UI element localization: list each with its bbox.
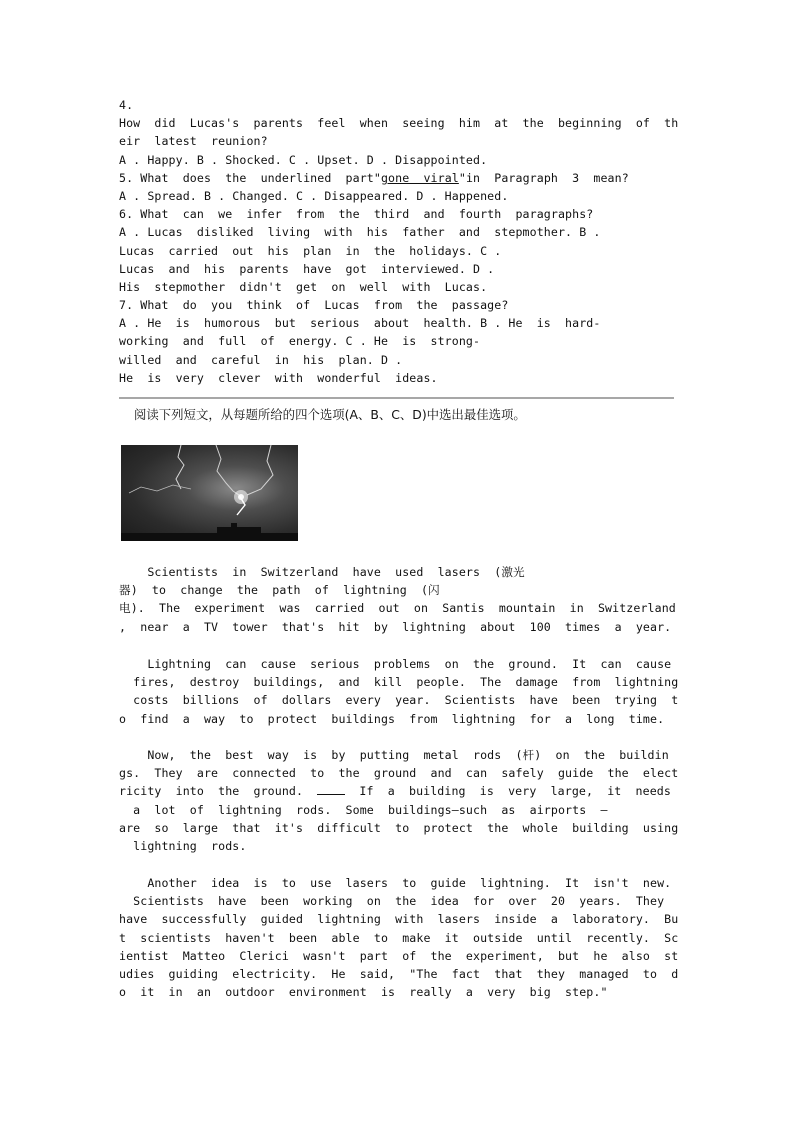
question-6-text: 6. What can we infer from the third and fourth paragraphs? — [119, 207, 594, 222]
section-divider — [119, 397, 674, 399]
paragraph-line: are so large that it's difficult to protect the whole building using — [119, 820, 679, 835]
lightning-photo — [121, 445, 298, 541]
question-4-text: How did Lucas's parents feel when seeing him at the beginning of th — [119, 116, 679, 131]
question-6-option-c: Lucas and his parents have got interviewed. D . — [119, 261, 495, 276]
paragraph-line: udies guiding electricity. He said, "The fact that they managed to d — [119, 966, 679, 981]
question-4-options: A . Happy. B . Shocked. C . Upset. D . Disappointed. — [119, 152, 488, 167]
question-5-suffix: "in Paragraph 3 mean? — [458, 170, 629, 185]
paragraph-line: o find a way to protect buildings from lightning for a long time. — [119, 711, 665, 726]
questions-block — [119, 96, 679, 387]
passage-paragraph-3 — [119, 746, 679, 855]
paragraph-line: , near a TV tower that's hit by lightning about 100 times a year. — [119, 619, 672, 634]
question-4-number: 4. — [119, 98, 134, 112]
paragraph-line: Lightning can cause serious problems on the ground. It can cause — [119, 657, 672, 671]
question-4-text-cont: eir latest reunion? — [119, 134, 268, 149]
paragraph-line: fires, destroy buildings, and kill people. The damage from lightning — [119, 675, 679, 690]
question-7-option-d: He is very clever with wonderful ideas. — [119, 370, 438, 385]
answer-blank[interactable] — [317, 784, 345, 795]
question-5-text — [119, 169, 674, 187]
paragraph-line: gs. They are connected to the ground and can safely guide the elect — [119, 766, 679, 781]
question-7-text: 7. What do you think of Lucas from the passage? — [119, 298, 509, 313]
question-6-option-b: Lucas carried out his plan in the holidays. C . — [119, 243, 502, 258]
paragraph-line: ientist Matteo Clerici wasn't part of the experiment, but he also st — [119, 948, 679, 963]
question-5-prefix: 5. What does the underlined part" — [119, 170, 381, 185]
paragraph-line: Scientists have been working on the idea for over 20 years. They — [119, 894, 665, 909]
paragraph-line: lightning rods. — [119, 838, 247, 853]
reading-instruction: 阅读下列短文，从每题所给的四个选项(A、B、C、D)中选出最佳选项。 — [134, 407, 526, 422]
question-5-underlined-part: gone viral — [380, 170, 459, 185]
question-5-options: A . Spread. B . Changed. C . Disappeared. D . Happened. — [119, 188, 509, 203]
paragraph-line: Another idea is to use lasers to guide lightning. It isn't new. — [119, 876, 672, 890]
paragraph-line: costs billions of dollars every year. Scientists have been trying t — [119, 693, 679, 708]
paragraph-line: have successfully guided lightning with lasers inside a laboratory. Bu — [119, 912, 679, 927]
paragraph-line: a lot of lightning rods. Some buildings—such as airports — — [119, 802, 608, 817]
paragraph-line-start: ricity into the ground. — [119, 784, 304, 799]
paragraph-line-end: If a building is very large, it needs — [345, 784, 671, 799]
passage-paragraph-2 — [119, 655, 679, 728]
lightning-icon — [121, 445, 298, 541]
passage-paragraph-4 — [119, 874, 679, 1001]
question-6-option-a: A . Lucas disliked living with his father and stepmother. B . — [119, 225, 601, 240]
paragraph-line: Scientists in Switzerland have used lasers (激光 — [119, 565, 525, 579]
paragraph-line: 器) to change the path of lightning (闪 — [119, 583, 440, 598]
paragraph-line: Now, the best way is by putting metal rods (杆) on the buildin — [119, 748, 669, 762]
passage-paragraph-1 — [119, 563, 674, 636]
paragraph-line: o it in an outdoor environment is really a very big step." — [119, 985, 608, 1000]
paragraph-line: t scientists haven't been able to make it outside until recently. Sc — [119, 930, 679, 945]
paragraph-line-with-blank — [119, 782, 674, 800]
question-7-option-c: willed and careful in his plan. D . — [119, 352, 403, 367]
question-7-option-a: A . He is humorous but serious about health. B . He is hard- — [119, 316, 601, 331]
paragraph-line: 电). The experiment was carried out on Santis mountain in Switzerland — [119, 601, 676, 616]
question-7-option-b: working and full of energy. C . He is strong- — [119, 334, 481, 349]
question-6-option-d: His stepmother didn't get on well with Lucas. — [119, 279, 488, 294]
